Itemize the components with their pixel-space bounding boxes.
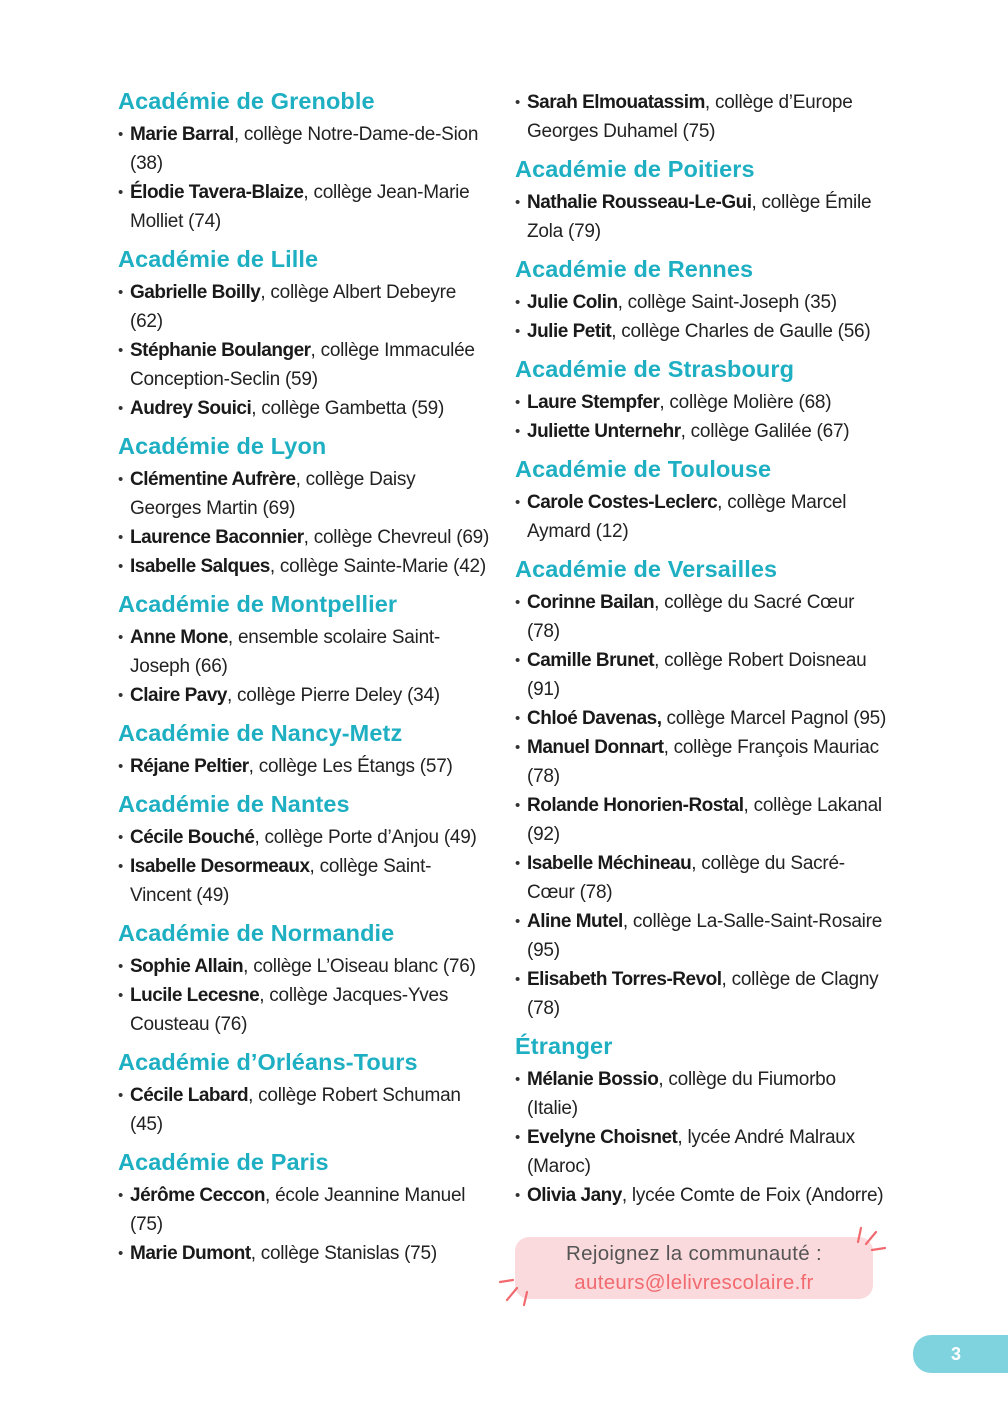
contributor-school: , collège Immaculée Conception-Seclin (59) (130, 340, 475, 390)
academy-heading: Académie de Lille (118, 246, 319, 272)
list-item (118, 394, 490, 423)
list-item (118, 1239, 490, 1268)
contributor-school: , collège d’Europe Georges Duhamel (75) (527, 92, 853, 142)
contributor-name: Manuel Donnart (527, 737, 664, 758)
contributor-school: , collège Daisy Georges Martin (69) (130, 469, 416, 519)
list-item (118, 278, 490, 336)
contributor-name: Juliette Unternehr (527, 421, 681, 442)
list-item (118, 623, 490, 681)
list-item (515, 417, 887, 446)
contributor-school: , collège Gambetta (59) (251, 398, 445, 419)
contributor-name: Stéphanie Boulanger (130, 340, 311, 361)
contributor-school: collège Marcel Pagnol (95) (661, 708, 887, 729)
academy-heading: Académie de Nancy-Metz (118, 720, 403, 746)
academy-section (118, 86, 490, 236)
list-item (118, 952, 490, 981)
contributor-school: , collège Galilée (67) (680, 421, 850, 442)
academy-heading: Académie de Paris (118, 1149, 329, 1175)
community-email-link[interactable]: auteurs@lelivrescolaire.fr (574, 1271, 814, 1294)
contributor-school: , collège Saint-Joseph (35) (617, 292, 837, 313)
page-number-tab (913, 1335, 1008, 1373)
contributor-name: Julie Colin (527, 292, 618, 313)
contributor-name: Clémentine Aufrère (130, 469, 296, 490)
list-item (515, 317, 887, 346)
contributor-name: Mélanie Bossio (527, 1069, 659, 1090)
list-item (515, 849, 887, 907)
contributor-name: Audrey Souici (130, 398, 252, 419)
contributor-school: , collège du Sacré Cœur (78) (527, 592, 855, 642)
list-item (118, 552, 490, 581)
academy-section (118, 1147, 490, 1268)
contributor-school: , collège Les Étangs (57) (248, 756, 453, 777)
contributor-name: Elisabeth Torres-Revol (527, 969, 722, 990)
list-item (515, 907, 887, 965)
left-column (118, 86, 490, 1276)
list-item (118, 1181, 490, 1239)
contributor-school: , lycée Comte de Foix (Andorre) (621, 1185, 884, 1206)
contributor-name: Isabelle Desormeaux (130, 856, 310, 877)
contributor-school: , lycée André Malraux (Maroc) (527, 1127, 855, 1177)
list-item (515, 733, 887, 791)
list-item (118, 823, 490, 852)
community-text: Rejoignez la communauté : (566, 1242, 822, 1265)
academy-heading: Académie de Normandie (118, 920, 395, 946)
academy-section (515, 554, 887, 1023)
contributor-name: Laure Stempfer (527, 392, 660, 413)
list-item (515, 388, 887, 417)
contributor-name: Gabrielle Boilly (130, 282, 261, 303)
academy-section (118, 1047, 490, 1139)
contributor-name: Aline Mutel (527, 911, 623, 932)
academy-section (515, 354, 887, 446)
contributor-name: Isabelle Salques (130, 556, 270, 577)
contributor-name: Corinne Bailan (527, 592, 655, 613)
contributor-school: , collège Stanislas (75) (250, 1243, 437, 1264)
list-item (118, 681, 490, 710)
sparkle-top-right-icon (852, 1222, 892, 1258)
list-item (118, 1081, 490, 1139)
list-item (118, 852, 490, 910)
contributor-school: , collège Porte d’Anjou (49) (254, 827, 477, 848)
contributor-name: Réjane Peltier (130, 756, 249, 777)
contributor-school: , école Jeannine Manuel (75) (130, 1185, 466, 1235)
list-item (515, 188, 887, 246)
contributor-school: , collège Émile Zola (79) (527, 192, 872, 242)
academy-heading: Académie d’Orléans-Tours (118, 1049, 418, 1075)
contributor-name: Claire Pavy (130, 685, 227, 706)
list-item (515, 1123, 887, 1181)
list-item (515, 488, 887, 546)
contributor-school: , collège Charles de Gaulle (56) (611, 321, 871, 342)
contributor-name: Cécile Bouché (130, 827, 255, 848)
page-number: 3 (950, 1344, 961, 1364)
contributor-school: , collège de Clagny (78) (527, 969, 879, 1019)
list-item (515, 965, 887, 1023)
contributor-school: , collège Molière (68) (659, 392, 832, 413)
list-item (118, 465, 490, 523)
academy-heading: Académie de Grenoble (118, 88, 375, 114)
list-item (118, 336, 490, 394)
contributor-school: , collège Jacques-Yves Cousteau (76) (130, 985, 449, 1035)
list-item (515, 1181, 887, 1210)
contributor-school: , collège Saint-Vincent (49) (130, 856, 432, 906)
academy-section (118, 244, 490, 423)
contributor-school: , collège L’Oiseau blanc (76) (243, 956, 476, 977)
right-column (515, 88, 887, 1218)
contributor-name: Élodie Tavera-Blaize (130, 182, 304, 203)
academy-section (515, 254, 887, 346)
contributor-school: , collège du Sacré-Cœur (78) (527, 853, 845, 903)
academy-section (118, 918, 490, 1039)
sparkle-bottom-left-icon (496, 1274, 536, 1310)
contributor-name: Chloé Davenas, (527, 708, 662, 729)
contributor-school: , collège Lakanal (92) (527, 795, 882, 845)
list-item (515, 791, 887, 849)
contributor-name: Evelyne Choisnet (527, 1127, 678, 1148)
contributor-school: , collège Robert Doisneau (91) (527, 650, 867, 700)
list-item (515, 288, 887, 317)
list-item (515, 704, 887, 733)
list-item (118, 120, 490, 178)
contributor-name: Nathalie Rousseau-Le-Gui (527, 192, 752, 213)
list-item (118, 981, 490, 1039)
academy-heading: Académie de Lyon (118, 433, 327, 459)
academy-section (118, 718, 490, 781)
contributor-name: Lucile Lecesne (130, 985, 260, 1006)
contributor-name: Cécile Labard (130, 1085, 249, 1106)
academy-heading: Académie de Poitiers (515, 156, 755, 182)
academy-heading: Académie de Versailles (515, 556, 778, 582)
academy-section (515, 454, 887, 546)
academy-heading: Étranger (515, 1033, 613, 1059)
list-item (515, 588, 887, 646)
list-item (118, 752, 490, 781)
list-item (515, 646, 887, 704)
contributor-name: Carole Costes-Leclerc (527, 492, 718, 513)
contributor-school: , collège Robert Schuman (45) (130, 1085, 461, 1135)
academy-section (118, 431, 490, 581)
list-item (118, 178, 490, 236)
contributor-name: Rolande Honorien-Rostal (527, 795, 744, 816)
academy-heading: Académie de Rennes (515, 256, 754, 282)
contributor-name: Isabelle Méchineau (527, 853, 692, 874)
community-banner (515, 1237, 873, 1299)
academy-section (515, 1031, 887, 1210)
contributor-school: , ensemble scolaire Saint-Joseph (66) (130, 627, 440, 677)
contributor-school: , collège François Mauriac (78) (527, 737, 879, 787)
contributor-school: , collège Marcel Aymard (12) (527, 492, 847, 542)
academy-heading: Académie de Montpellier (118, 591, 398, 617)
contributor-school: , collège Albert Debeyre (62) (130, 282, 457, 332)
contributor-name: Julie Petit (527, 321, 612, 342)
academy-heading: Académie de Toulouse (515, 456, 772, 482)
continued-section (515, 88, 887, 146)
academy-section (118, 789, 490, 910)
academy-heading: Académie de Nantes (118, 791, 350, 817)
contributor-school: , collège Pierre Deley (34) (226, 685, 440, 706)
contributor-name: Laurence Baconnier (130, 527, 304, 548)
contributor-name: Marie Dumont (130, 1243, 251, 1264)
academy-section (118, 589, 490, 710)
academy-heading: Académie de Strasbourg (515, 356, 795, 382)
academy-section (515, 154, 887, 246)
list-item (515, 1065, 887, 1123)
list-item (515, 88, 887, 146)
contributor-school: , collège La-Salle-Saint-Rosaire (95) (527, 911, 883, 961)
contributor-name: Olivia Jany (527, 1185, 622, 1206)
contributor-school: , collège du Fiumorbo (Italie) (527, 1069, 836, 1119)
contributor-name: Camille Brunet (527, 650, 655, 671)
contributor-school: , collège Chevreul (69) (303, 527, 490, 548)
contributor-name: Sophie Allain (130, 956, 244, 977)
contributor-school: , collège Sainte-Marie (42) (269, 556, 486, 577)
list-item (118, 523, 490, 552)
contributor-school: , collège Jean-Marie Molliet (74) (130, 182, 470, 232)
contributor-name: Anne Mone (130, 627, 228, 648)
contributor-school: , collège Notre-Dame-de-Sion (38) (130, 124, 479, 174)
contributor-name: Marie Barral (130, 124, 234, 145)
contributor-name: Sarah Elmouatassim (527, 92, 705, 113)
contributor-name: Jérôme Ceccon (130, 1185, 266, 1206)
